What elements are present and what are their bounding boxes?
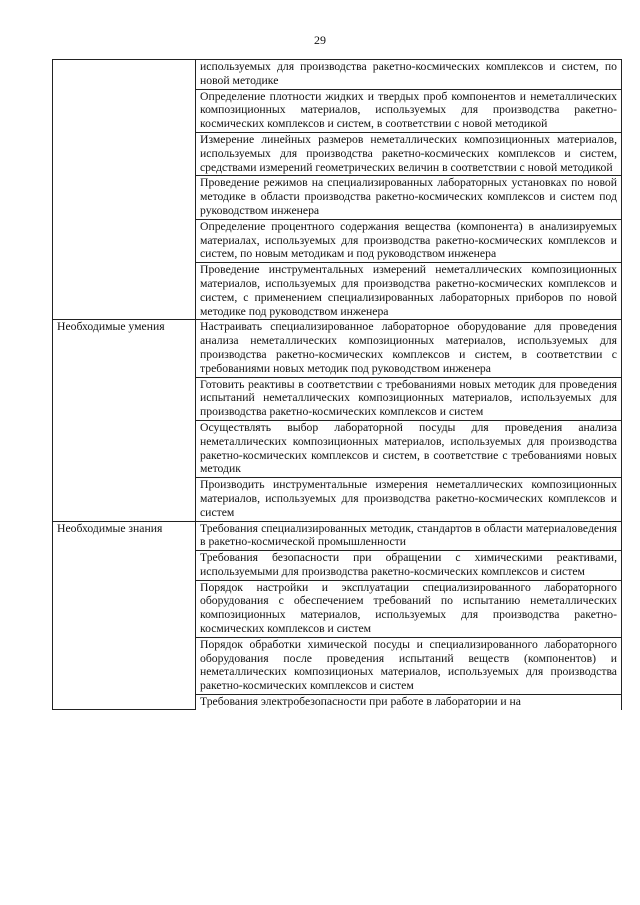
item-cell: Проведение режимов на специализированных лабораторных установках по новой методике в области производства ракетно-космических комплексов и систем под руководством инженера [196, 176, 622, 219]
group-label-cell [53, 60, 196, 320]
item-cell: Определение процентного содержания вещества (компонента) в анализируемых материалах, используемых для производства ракетно-космических комплексов и систем, по новым методикам и под руководством инженера [196, 219, 622, 262]
item-cell: Требования безопасности при обращении с химическими реактивами, используемыми для производства ракетно-космических комплексов и систем [196, 551, 622, 581]
item-cell: Определение плотности жидких и твердых проб компонентов и неметаллических композиционных материалов, используемых для производства ракетно-космических комплексов и систем, в соответствии с новой методикой [196, 89, 622, 132]
item-cell: Производить инструментальные измерения неметаллических композиционных материалов, используемых для производства ракетно-космических комплексов и систем [196, 478, 622, 521]
item-cell: Требования специализированных методик, стандартов в области материаловедения в ракетно-космической промышленности [196, 521, 622, 551]
item-cell: Проведение инструментальных измерений неметаллических композиционных материалов, используемых для производства ракетно-космических комплексов и систем, с применением специализированных лабораторных приборов по новой методике под руководством инженера [196, 263, 622, 320]
page-number: 29 [314, 33, 326, 47]
item-cell: Измерение линейных размеров неметаллических композиционных материалов, используемых для производства ракетно-космических комплексов и систем, средствами измерений геометрических величин в соответствии с новой методикой [196, 132, 622, 175]
table-row [53, 60, 622, 90]
item-cell: Требования электробезопасности при работе в лаборатории и на [196, 695, 622, 710]
item-cell: Настраивать специализированное лабораторное оборудование для проведения анализа неметаллических композиционных материалов, используемых для производства ракетно-космических комплексов и систем, в соответствии с требованиями новых методик под руководством инженера [196, 320, 622, 377]
item-cell: Порядок настройки и эксплуатации специализированного лабораторного оборудования с обеспечением требований по испытанию неметаллических композиционных материалов, используемых для производства ракетно-космических комплексов и систем [196, 580, 622, 637]
competency-table-body [53, 60, 622, 710]
item-cell: Порядок обработки химической посуды и специализированного лабораторного оборудования после проведения испытаний веществ (компонентов) и неметаллических композиционых материалов, используемых для производства ракетно-космических комплексов и систем [196, 637, 622, 694]
item-cell: используемых для производства ракетно-космических комплексов и систем, по новой методике [196, 60, 622, 90]
table-row [53, 521, 622, 551]
group-label-cell: Необходимые знания [53, 521, 196, 710]
group-label-cell: Необходимые умения [53, 320, 196, 521]
table-row [53, 320, 622, 377]
item-cell: Готовить реактивы в соответствии с требованиями новых методик для проведения испытаний неметаллических композиционных материалов, используемых для производства ракетно-космических комплексов и систем [196, 377, 622, 420]
competency-table [52, 59, 622, 710]
item-cell: Осуществлять выбор лабораторной посуды для проведения анализа неметаллических композиционных материалов, используемых для производства ракетно-космических комплексов и систем, в соответствие с требованиями новых методик [196, 420, 622, 477]
